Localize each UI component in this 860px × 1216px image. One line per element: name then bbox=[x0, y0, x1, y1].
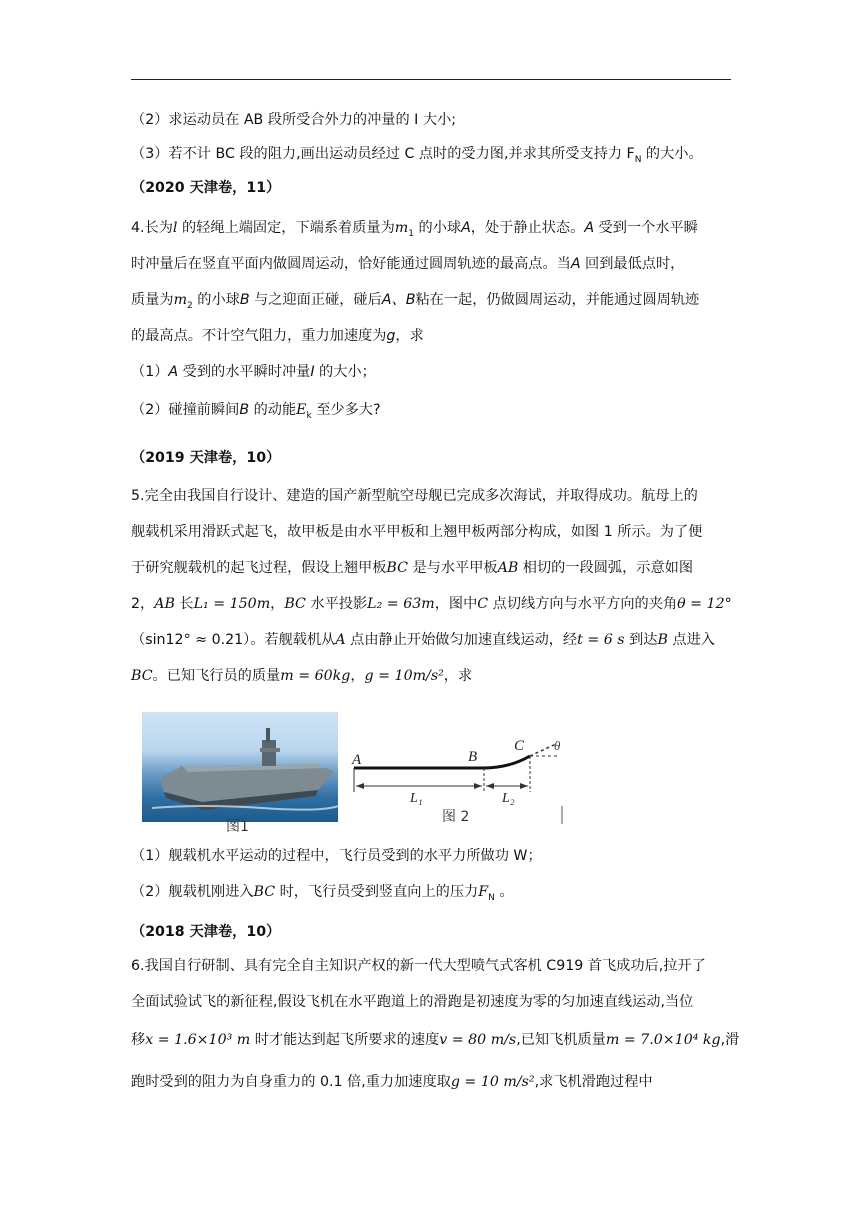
q4-part1: （1）A 受到的水平瞬时冲量I 的大小； bbox=[131, 364, 376, 380]
carrier-photo bbox=[142, 712, 338, 822]
q4-line1: 4.长为l 的轻绳上端固定，下端系着质量为$m_1$ 的小球A，处于静止状态。A 受到一个水平瞬 bbox=[131, 220, 698, 239]
figure1-caption: 图1 bbox=[226, 819, 249, 835]
source-2020: （2020 天津卷，11） bbox=[131, 180, 281, 196]
header-rule bbox=[131, 79, 731, 80]
q4-line2: 时冲量后在竖直平面内做圆周运动，恰好能通过圆周轨迹的最高点。当A 回到最低点时， bbox=[131, 256, 685, 272]
q4-line3: 质量为$m_2$ 的小球B 与之迎面正碰，碰后A、B粘在一起，仍做圆周运动，并能通过圆周轨迹 bbox=[131, 292, 700, 311]
q5-line4: 2，AB 长L₁ = 150m，BC 水平投影L₂ = 63m，图中C 点切线方向与水平方向的夹角θ = 12° bbox=[131, 596, 732, 612]
source-2018: （2018 天津卷，10） bbox=[131, 924, 281, 940]
q5-line5: （sin12° ≈ 0.21）。若舰载机从A 点由静止开始做匀加速直线运动，经t = 6 s 到达B 点进入 bbox=[131, 632, 715, 648]
q6-line4: 跑时受到的阻力为自身重力的 0.1 倍,重力加速度取g = 10 m/s²,求飞机滑跑过程中 bbox=[131, 1074, 653, 1090]
figure2-caption: 图 2 bbox=[442, 809, 470, 825]
label-theta: θ bbox=[554, 738, 561, 753]
q3-part3: （3）若不计 BC 段的阻力,画出运动员经过 C 点时的受力图,并求其所受支持力 $F_N$ 的大小。 bbox=[131, 146, 703, 165]
label-L1: L₁ bbox=[410, 791, 423, 806]
label-C: C bbox=[514, 738, 525, 754]
q5-line2: 舰载机采用滑跃式起飞，故甲板是由水平甲板和上翘甲板两部分构成，如图 1 所示。为了便 bbox=[131, 524, 703, 540]
label-A: A bbox=[352, 752, 362, 768]
q5-line6: BC。已知飞行员的质量m = 60kg，g = 10m/s²，求 bbox=[131, 668, 473, 684]
label-L2: L₂ bbox=[502, 791, 515, 806]
q4-line4: 的最高点。不计空气阻力，重力加速度为g，求 bbox=[131, 328, 424, 344]
q4-part2: （2）碰撞前瞬间B 的动能$E_k$ 至少多大? bbox=[131, 402, 381, 421]
q6-line2: 全面试验试飞的新征程,假设飞机在水平跑道上的滑跑是初速度为零的匀加速直线运动,当位 bbox=[131, 994, 694, 1010]
q6-line3: 移x = 1.6×10³ m 时才能达到起飞所要求的速度v = 80 m/s,已知飞机质量m = 7.0×10⁴ kg,滑 bbox=[131, 1032, 740, 1048]
q3-part2: （2）求运动员在 AB 段所受合外力的冲量的 I 大小; bbox=[131, 112, 457, 128]
q5-part1: （1）舰载机水平运动的过程中，飞行员受到的水平力所做功 W； bbox=[131, 848, 542, 864]
source-2019: （2019 天津卷，10） bbox=[131, 450, 281, 466]
q5-line1: 5.完全由我国自行设计、建造的国产新型航空母舰已完成多次海试，并取得成功。航母上的 bbox=[131, 488, 698, 504]
q5-part2: （2）舰载机刚进入BC 时，飞行员受到竖直向上的压力$F_N$ 。 bbox=[131, 884, 514, 903]
carrier-illustration bbox=[142, 712, 338, 822]
q6-line1: 6.我国自行研制、具有完全自主知识产权的新一代大型喷气式客机 C919 首飞成功后,拉开了 bbox=[131, 958, 706, 974]
label-B: B bbox=[468, 749, 478, 765]
q5-line3: 于研究舰载机的起飞过程，假设上翘甲板BC 是与水平甲板AB 相切的一段圆弧，示意如图 bbox=[131, 560, 694, 576]
